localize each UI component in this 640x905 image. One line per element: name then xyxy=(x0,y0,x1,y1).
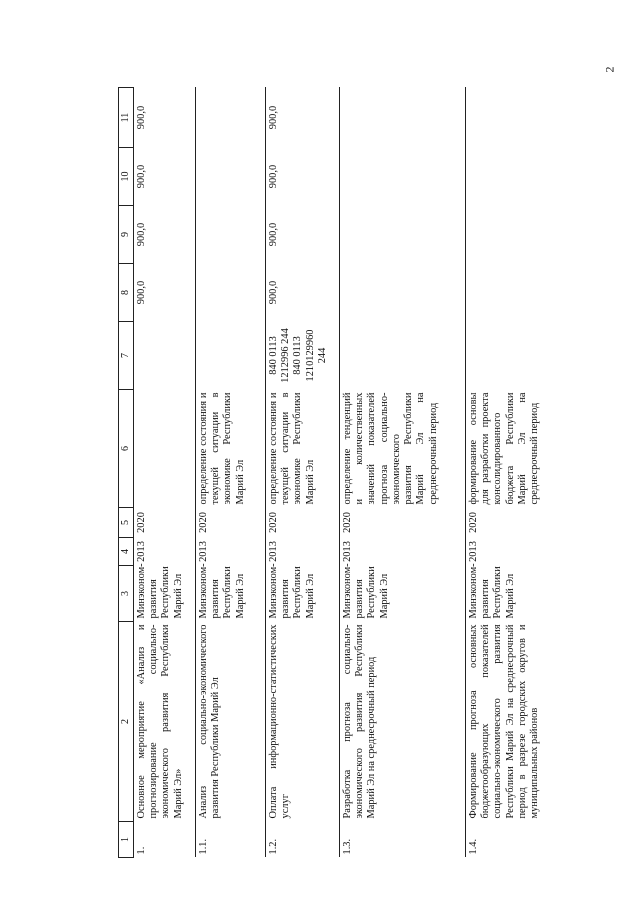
header-cell: 2 xyxy=(119,622,134,822)
responsible-executor: Минэконом-развития Республики Марий Эл xyxy=(195,566,265,622)
header-cell: 8 xyxy=(119,264,134,322)
budget-code xyxy=(195,322,265,390)
header-cell: 7 xyxy=(119,322,134,390)
row-number: 1.1. xyxy=(195,822,265,858)
amount-col-9: 900,0 xyxy=(135,222,147,247)
amount-col-11 xyxy=(465,88,575,148)
amount-col-11 xyxy=(339,88,465,148)
amount-col-10 xyxy=(465,148,575,206)
header-cell: 3 xyxy=(119,566,134,622)
amount-col-10 xyxy=(339,148,465,206)
start-year: 2013 xyxy=(465,538,575,566)
activity-name: Основное мероприятие «Анализ и прогнозирование социально-экономического развития Республики Марий Эл» xyxy=(135,624,184,819)
row-number: 1.4. xyxy=(465,822,575,858)
end-year: 2020 xyxy=(135,512,147,533)
header-cell: 4 xyxy=(119,538,134,566)
responsible-executor: Минэконом-развития Республики Марий Эл xyxy=(465,566,575,622)
start-year: 2013 xyxy=(195,538,265,566)
end-year: 2020 xyxy=(195,508,265,538)
table-row xyxy=(465,88,575,858)
header-cell: 11 xyxy=(119,88,134,148)
amount-col-8 xyxy=(195,264,265,322)
amount-col-11: 900,0 xyxy=(135,105,147,130)
budget-code: 840 0113 1212996 244 840 0113 1210129960 244 xyxy=(265,322,339,390)
row-number: 1.3. xyxy=(339,822,465,858)
amount-col-9 xyxy=(465,206,575,264)
expected-result xyxy=(133,390,195,508)
program-table-sheet xyxy=(118,88,608,858)
row-number: 1.2. xyxy=(265,822,339,858)
start-year: 2013 xyxy=(265,538,339,566)
expected-result: определение состояния и текущей ситуации в экономике Республики Марий Эл xyxy=(265,390,339,508)
start-year: 2013 xyxy=(339,538,465,566)
expected-result: определение состояния и текущей ситуации в экономике Республики Марий Эл xyxy=(195,390,265,508)
expected-result: формирование основы для разработки проекта консолидированного бюджета Республики Марий Эл на среднесрочный период xyxy=(465,390,575,508)
amount-col-8: 900,0 xyxy=(135,280,147,305)
amount-col-10 xyxy=(195,148,265,206)
amount-col-11 xyxy=(195,88,265,148)
amount-col-11: 900,0 xyxy=(265,88,339,148)
amount-col-10: 900,0 xyxy=(265,148,339,206)
amount-col-9 xyxy=(339,206,465,264)
table-row xyxy=(133,88,195,858)
header-cell: 9 xyxy=(119,206,134,264)
activity-name: Разработка прогноза социально-экономического развития Республики Марий Эл на среднесрочный период xyxy=(339,622,465,822)
header-cell: 6 xyxy=(119,390,134,508)
activity-name: Анализ социально-экономического развития Республики Марий Эл xyxy=(195,622,265,822)
program-activities-table xyxy=(118,87,575,858)
amount-col-8 xyxy=(465,264,575,322)
table-row xyxy=(339,88,465,858)
table-row xyxy=(195,88,265,858)
end-year: 2020 xyxy=(265,508,339,538)
expected-result: определение тенденций и количественных значений показателей прогноза социально-экономического развития Республики Марий Эл на среднесрочный период xyxy=(339,390,465,508)
header-cell: 1 xyxy=(119,822,134,858)
budget-code xyxy=(133,322,195,390)
header-cell: 10 xyxy=(119,148,134,206)
responsible-executor: Минэконом-развития Республики Марий Эл xyxy=(265,566,339,622)
activity-name: Оплата информационно-статистических услуг xyxy=(265,622,339,822)
page-number: 2 xyxy=(602,66,617,73)
start-year: 2013 xyxy=(135,541,147,562)
activity-name: Формирование прогноза основных бюджетообразующих показателей социально-экономического развития Республики Марий Эл на среднесрочный период в разрезе городских округов и муниципальных районов xyxy=(465,622,575,822)
header-row xyxy=(119,88,134,858)
amount-col-8 xyxy=(339,264,465,322)
amount-col-9 xyxy=(195,206,265,264)
end-year: 2020 xyxy=(339,508,465,538)
row-number: 1. xyxy=(135,846,147,855)
end-year: 2020 xyxy=(465,508,575,538)
responsible-executor: Минэконом-развития Республики Марий Эл xyxy=(135,563,184,619)
table-row xyxy=(265,88,339,858)
responsible-executor: Минэконом-развития Республики Марий Эл xyxy=(339,566,465,622)
amount-col-10: 900,0 xyxy=(135,164,147,189)
amount-col-8: 900,0 xyxy=(265,264,339,322)
header-cell: 5 xyxy=(119,508,134,538)
amount-col-9: 900,0 xyxy=(265,206,339,264)
budget-code xyxy=(339,322,465,390)
budget-code xyxy=(465,322,575,390)
